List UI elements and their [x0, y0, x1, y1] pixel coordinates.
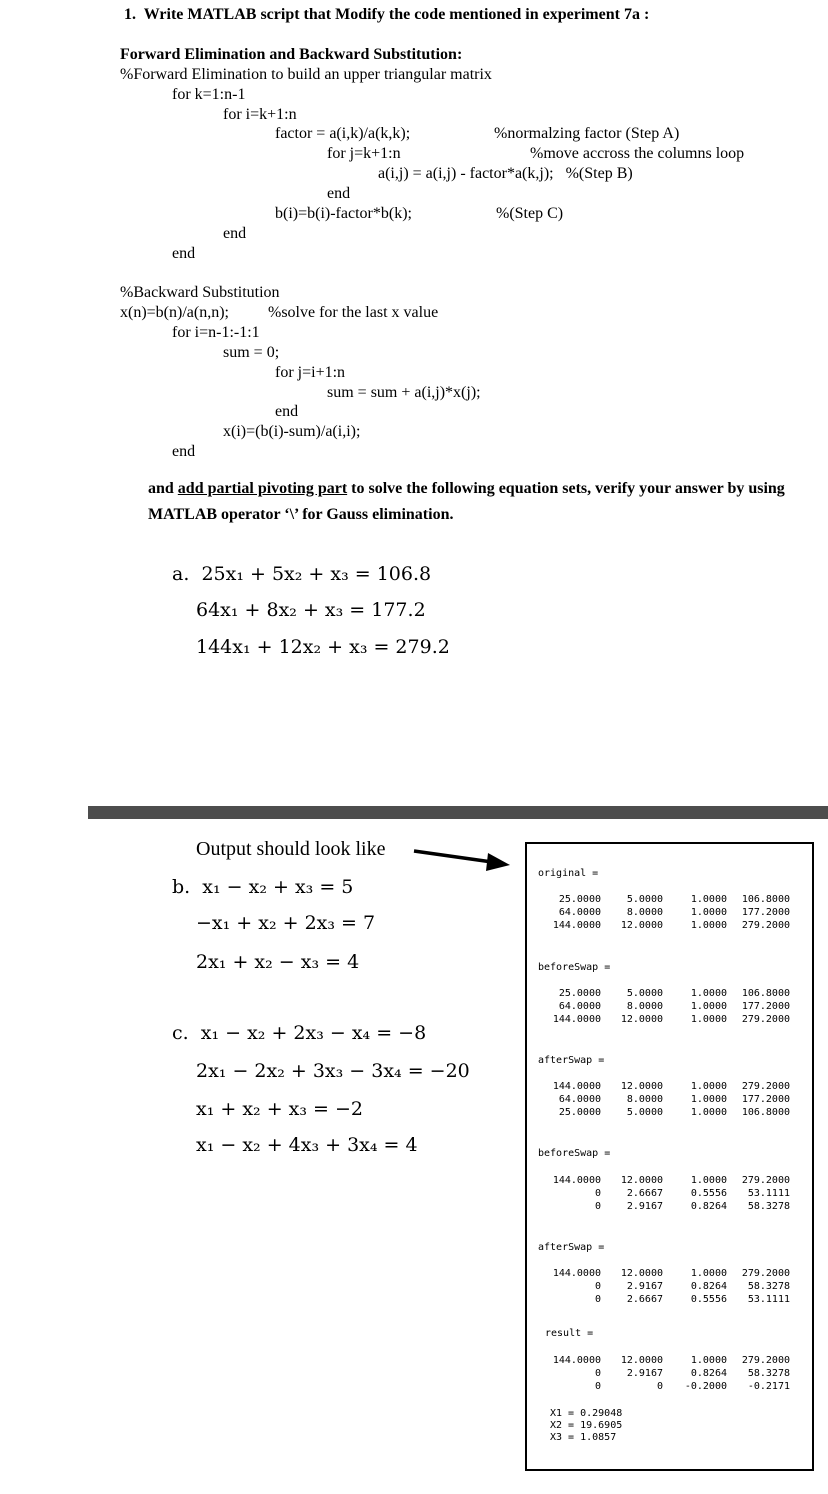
matrix-cell: 5.0000: [626, 894, 663, 905]
matrix-cell: 1.0000: [690, 1107, 727, 1118]
comment-forward: %Forward Elimination to build an upper triangular matrix: [120, 66, 492, 83]
equation-a-3: 144x₁ + 12x₂ + x₃ = 279.2: [196, 636, 450, 658]
matrix-cell: 5.0000: [626, 988, 663, 999]
matrix-cell: 0.8264: [690, 1201, 727, 1212]
matrix-cell: 53.1111: [747, 1294, 790, 1305]
instruction-line-1: and add partial pivoting part to solve the following equation sets, verify your answer by using: [148, 480, 785, 497]
matrix-cell: 5.0000: [626, 1107, 663, 1118]
output-block-label: original =: [538, 868, 599, 879]
matrix-cell: 58.3278: [747, 1281, 790, 1292]
equation-c-1: c. x₁ − x₂ + 2x₃ − x₄ = −8: [172, 1022, 427, 1044]
matrix-cell: 8.0000: [626, 907, 663, 918]
matrix-cell: 1.0000: [690, 1268, 727, 1279]
matrix-cell: 1.0000: [690, 1094, 727, 1105]
matrix-cell: 25.0000: [558, 988, 601, 999]
comment-move: %move accross the columns loop: [530, 145, 745, 162]
matrix-cell: 0: [594, 1281, 601, 1292]
matrix-cell: 0: [594, 1201, 601, 1212]
matrix-cell: 106.8000: [741, 894, 790, 905]
matrix-cell: 1.0000: [690, 894, 727, 905]
matrix-cell: 58.3278: [747, 1201, 790, 1212]
equation-a-1: a. 25x₁ + 5x₂ + x₃ = 106.8: [172, 563, 432, 585]
matrix-cell: 0.8264: [690, 1281, 727, 1292]
matrix-cell: 64.0000: [558, 907, 601, 918]
matrix-cell: 8.0000: [626, 1094, 663, 1105]
matrix-cell: 12.0000: [620, 1355, 663, 1366]
matrix-cell: 1.0000: [690, 1081, 727, 1092]
matrix-cell: 106.8000: [741, 1107, 790, 1118]
comment-backward: %Backward Substitution: [120, 284, 280, 301]
matrix-cell: 144.0000: [552, 920, 601, 931]
instruction-line-2: MATLAB operator ‘\’ for Gauss elimination.: [148, 506, 454, 523]
end-back-line: end: [172, 443, 196, 460]
matrix-cell: 0: [594, 1368, 601, 1379]
section-heading: Forward Elimination and Backward Substitution:: [120, 46, 463, 63]
matrix-cell: 64.0000: [558, 1001, 601, 1012]
factor-line: factor = a(i,k)/a(k,k);: [275, 125, 411, 142]
matrix-cell: 0.5556: [690, 1294, 727, 1305]
sum-update-line: sum = sum + a(i,j)*x(j);: [327, 384, 481, 401]
equation-c-2: 2x₁ − 2x₂ + 3x₃ − 3x₄ = −20: [196, 1060, 470, 1082]
output-block-label: beforeSwap =: [538, 1148, 611, 1159]
solution-value: X2 = 19.6905: [550, 1420, 623, 1431]
equation-b-3: 2x₁ + x₂ − x₃ = 4: [196, 951, 360, 973]
output-block-label: afterSwap =: [538, 1242, 605, 1253]
output-label: Output should look like: [196, 838, 386, 860]
solution-value: X1 = 0.29048: [550, 1408, 623, 1419]
matrix-cell: 2.9167: [626, 1201, 663, 1212]
arrow-right-icon: [412, 846, 512, 874]
matrix-cell: 144.0000: [552, 1175, 601, 1186]
matrix-cell: 12.0000: [620, 1268, 663, 1279]
aij-line: a(i,j) = a(i,j) - factor*a(k,j); %(Step B): [378, 165, 633, 182]
matrix-cell: -0.2171: [747, 1381, 790, 1392]
output-block-label: beforeSwap =: [538, 962, 611, 973]
matrix-cell: 0: [594, 1188, 601, 1199]
equation-c-3: x₁ + x₂ + x₃ = −2: [196, 1098, 364, 1120]
matrix-cell: 0.5556: [690, 1188, 727, 1199]
matrix-cell: 1.0000: [690, 920, 727, 931]
matrix-cell: 279.2000: [741, 1014, 790, 1025]
matrix-cell: 279.2000: [741, 1355, 790, 1366]
matrix-cell: 2.9167: [626, 1281, 663, 1292]
matrix-cell: 0: [594, 1294, 601, 1305]
equation-a-2: 64x₁ + 8x₂ + x₃ = 177.2: [196, 599, 426, 621]
matrix-cell: 144.0000: [552, 1355, 601, 1366]
matrix-cell: 144.0000: [552, 1014, 601, 1025]
matrix-cell: 1.0000: [690, 1355, 727, 1366]
matrix-cell: 2.6667: [626, 1294, 663, 1305]
question-title: 1. Write MATLAB script that Modify the code mentioned in experiment 7a :: [124, 6, 650, 23]
matrix-cell: 177.2000: [741, 1094, 790, 1105]
xi-line: x(i)=(b(i)-sum)/a(i,i);: [223, 423, 361, 440]
matrix-cell: -0.2000: [684, 1381, 727, 1392]
matrix-cell: 25.0000: [558, 894, 601, 905]
matrix-cell: 12.0000: [620, 1175, 663, 1186]
matrix-cell: 279.2000: [741, 920, 790, 931]
partial-pivoting-text: add partial pivoting part: [177, 480, 348, 497]
matrix-cell: 8.0000: [626, 1001, 663, 1012]
matrix-cell: 0: [656, 1381, 663, 1392]
bi-line: b(i)=b(i)-factor*b(k);: [275, 205, 412, 222]
for-j2-line: for j=i+1:n: [275, 364, 346, 381]
matrix-cell: 25.0000: [558, 1107, 601, 1118]
matrix-cell: 144.0000: [552, 1081, 601, 1092]
equation-c-4: x₁ − x₂ + 4x₃ + 3x₄ = 4: [196, 1134, 418, 1156]
matrix-cell: 1.0000: [690, 1175, 727, 1186]
matrix-cell: 279.2000: [741, 1081, 790, 1092]
matrix-cell: 106.8000: [741, 988, 790, 999]
end-j2-line: end: [275, 403, 299, 420]
end-k-line: end: [172, 245, 196, 262]
matrix-cell: 144.0000: [552, 1268, 601, 1279]
comment-step-a: %normalzing factor (Step A): [494, 125, 680, 142]
for-back-line: for i=n-1:-1:1: [172, 324, 260, 341]
matrix-cell: 12.0000: [620, 1081, 663, 1092]
matrix-cell: 53.1111: [747, 1188, 790, 1199]
equation-b-2: −x₁ + x₂ + 2x₃ = 7: [196, 912, 376, 934]
matrix-cell: 2.6667: [626, 1188, 663, 1199]
matrix-cell: 58.3278: [747, 1368, 790, 1379]
equation-b-1: b. x₁ − x₂ + x₃ = 5: [172, 876, 354, 898]
matrix-cell: 279.2000: [741, 1175, 790, 1186]
matrix-cell: 177.2000: [741, 1001, 790, 1012]
matrix-cell: 1.0000: [690, 1014, 727, 1025]
matrix-cell: 279.2000: [741, 1268, 790, 1279]
matrix-cell: 2.9167: [626, 1368, 663, 1379]
end-inner-line: end: [327, 185, 351, 202]
matrix-cell: 64.0000: [558, 1094, 601, 1105]
matrix-cell: 0: [594, 1381, 601, 1392]
comment-last: %solve for the last x value: [268, 304, 439, 321]
solution-value: X3 = 1.0857: [550, 1432, 617, 1443]
output-block-label: result =: [545, 1328, 594, 1339]
xn-line: x(n)=b(n)/a(n,n);: [120, 304, 229, 321]
comment-step-c: %(Step C): [496, 205, 564, 222]
output-block-label: afterSwap =: [538, 1055, 605, 1066]
matrix-cell: 12.0000: [620, 920, 663, 931]
for-j-line: for j=k+1:n: [327, 145, 401, 162]
matrix-cell: 177.2000: [741, 907, 790, 918]
matrix-cell: 1.0000: [690, 1001, 727, 1012]
matrix-cell: 1.0000: [690, 907, 727, 918]
for-k-line: for k=1:n-1: [172, 86, 246, 103]
sum-init-line: sum = 0;: [223, 344, 280, 361]
matrix-cell: 0.8264: [690, 1368, 727, 1379]
for-i-line: for i=k+1:n: [223, 106, 297, 123]
matrix-cell: 12.0000: [620, 1014, 663, 1025]
end-i-line: end: [223, 225, 247, 242]
section-separator: [88, 806, 828, 819]
matrix-cell: 1.0000: [690, 988, 727, 999]
